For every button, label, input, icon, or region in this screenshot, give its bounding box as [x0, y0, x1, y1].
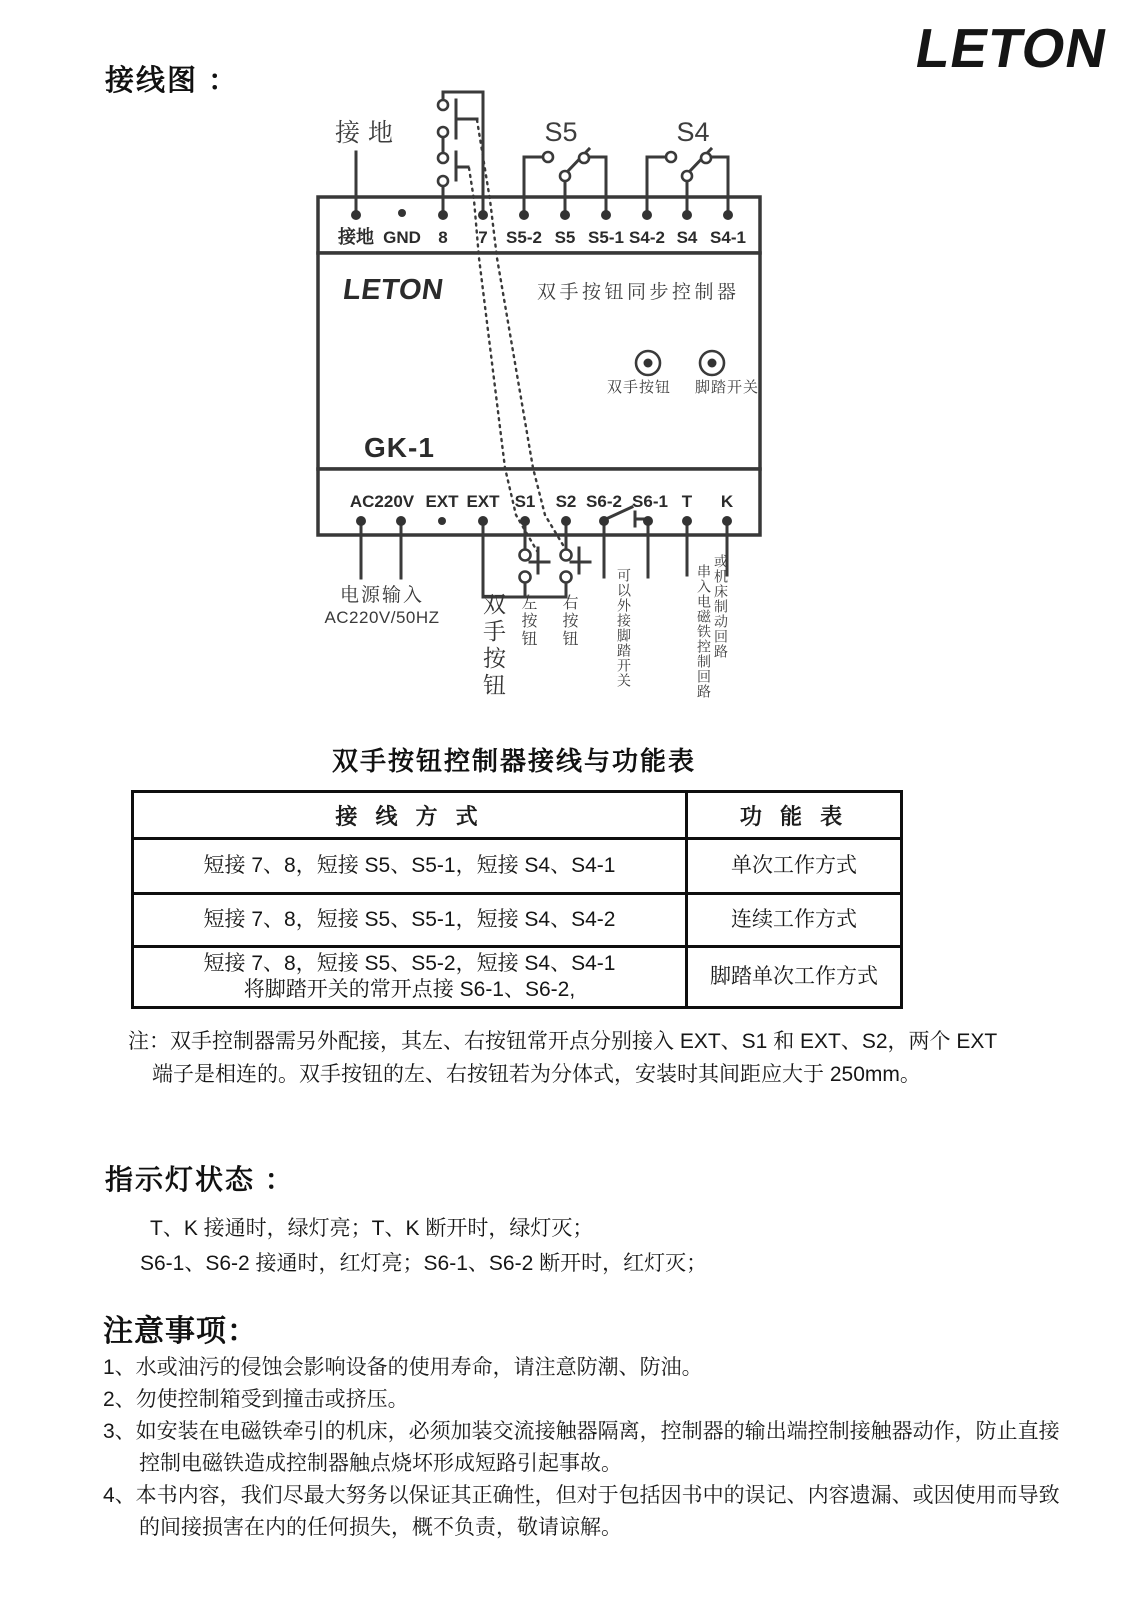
power-spec-label: AC220V/50HZ [324, 608, 440, 627]
brand-logo: LETON [911, 17, 1113, 79]
row3-wiring-line2: 将脚踏开关的常开点接 S6-1、S6-2, [243, 978, 576, 1001]
indicator-status-heading: 指示灯状态 ： [105, 1164, 295, 1195]
terminal-label-ext-2: EXT [466, 492, 500, 511]
solenoid-loop-annotation: 串入电磁铁控制回路 [696, 564, 712, 699]
caution-4-line-2: 的间接损害在内的任何损失，概不负责，敬请谅解。 [139, 1516, 622, 1539]
caution-3-line-1: 3、如安装在电磁铁牵引的机床，必须加装交流接触器隔离，控制器的输出端控制接触器动作，防止直接 [103, 1420, 1060, 1443]
row1-wiring: 短接 7、8，短接 S5、S5-1，短接 S4、S4-1 [203, 854, 616, 877]
caution-item-1 [103, 1352, 1068, 1384]
foot-indicator-dot [708, 359, 717, 368]
function-table [131, 790, 903, 1009]
caution-item-2 [103, 1384, 1068, 1416]
terminal-label-s4-1: S4-1 [710, 228, 746, 247]
caution-item-4 [103, 1480, 1068, 1544]
terminal-label-8: 8 [438, 228, 448, 247]
terminal-label-s4-2: S4-2 [629, 228, 665, 247]
two-hand-indicator-dot [644, 359, 653, 368]
terminal-label-t: T [681, 492, 693, 511]
right-button-annotation: 右按钮 [560, 594, 577, 648]
cautions-heading: 注意事项： [103, 1315, 258, 1348]
terminal-label-s5-2: S5-2 [506, 228, 542, 247]
terminal-label-s5-1: S5-1 [588, 228, 624, 247]
terminal-label-gnd: GND [383, 228, 421, 247]
table-row [134, 892, 900, 945]
device-brand-logo: LETON [341, 274, 446, 306]
row2-wiring: 短接 7、8，短接 S5、S5-1，短接 S4、S4-2 [203, 908, 616, 931]
terminal-label-s2: S2 [555, 492, 577, 511]
wiring-diagram-heading: 接线图 ： [105, 65, 240, 97]
indicator-status-line-2: S6-1、S6-2 接通时，红灯亮；S6-1、S6-2 断开时，红灯灭； [140, 1252, 708, 1275]
left-button-annotation: 左按钮 [519, 594, 536, 648]
power-annotation [298, 585, 466, 629]
row1-function: 单次工作方式 [731, 854, 857, 877]
caution-3-line-2: 控制电磁铁造成控制器触点烧坏形成短路引起事故。 [139, 1452, 622, 1475]
caution-4-line-1: 4、本书内容，我们尽最大努务以保证其正确性，但对于包括因书中的误记、内容遗漏、或因使用而导致 [103, 1484, 1060, 1507]
note-line-1: 注：双手控制器需另外配接，其左、右按钮常开点分别接入 EXT、S1 和 EXT、S2，两个 EXT [128, 1030, 998, 1053]
terminal-label-s6-1: S6-1 [632, 492, 668, 511]
s5-switch-label: S5 [544, 117, 578, 147]
note-line-2: 端子是相连的。双手按钮的左、右按钮若为分体式，安装时其间距应大于 250mm。 [152, 1063, 921, 1086]
caution-2-line-1: 2、勿使控制箱受到撞击或挤压。 [103, 1388, 409, 1411]
terminal-label-ac220v: AC220V [349, 492, 415, 511]
s4-switch-label: S4 [676, 117, 710, 147]
device-title: 双手按钮同步控制器 [537, 282, 740, 303]
terminal-label-s5: S5 [554, 228, 576, 247]
device-model: GK-1 [364, 432, 435, 463]
foot-switch-annotation: 可以外接脚踏开关 [616, 568, 632, 688]
table-header-row [134, 793, 900, 837]
cautions-list [103, 1352, 1068, 1544]
terminal-label-ext-1: EXT [425, 492, 459, 511]
terminal-label-ground: 接地 [338, 227, 374, 247]
indicator-status-line-1: T、K 接通时，绿灯亮；T、K 断开时，绿灯灭； [150, 1217, 594, 1240]
terminal-label-s1: S1 [514, 492, 536, 511]
brake-loop-annotation: 或机床制动回路 [713, 554, 729, 659]
row3-wiring-line1: 短接 7、8，短接 S5、S5-2，短接 S4、S4-1 [203, 952, 616, 975]
two-hand-button-annotation: 双手按钮 [480, 592, 506, 700]
caution-item-3 [103, 1416, 1068, 1480]
terminal-label-7: 7 [478, 228, 488, 247]
row3-function: 脚踏单次工作方式 [710, 965, 878, 988]
terminal-label-s6-2: S6-2 [586, 492, 622, 511]
power-input-label: 电源输入 [339, 585, 424, 606]
table-row [134, 837, 900, 892]
ground-label: 接地 [334, 119, 402, 147]
header-wiring-method: 接 线 方 式 [134, 793, 688, 837]
indicator-label-two-hand: 双手按钮 [606, 379, 672, 396]
row2-function: 连续工作方式 [731, 908, 857, 931]
terminal-label-s4: S4 [676, 228, 698, 247]
header-function: 功 能 表 [739, 803, 849, 829]
table-title: 双手按钮控制器接线与功能表 [331, 746, 696, 776]
indicator-label-foot: 脚踏开关 [694, 379, 760, 396]
table-row [134, 945, 900, 1006]
caution-1-line-1: 1、水或油污的侵蚀会影响设备的使用寿命，请注意防潮、防油。 [103, 1356, 703, 1379]
terminal-label-k: K [720, 492, 734, 511]
